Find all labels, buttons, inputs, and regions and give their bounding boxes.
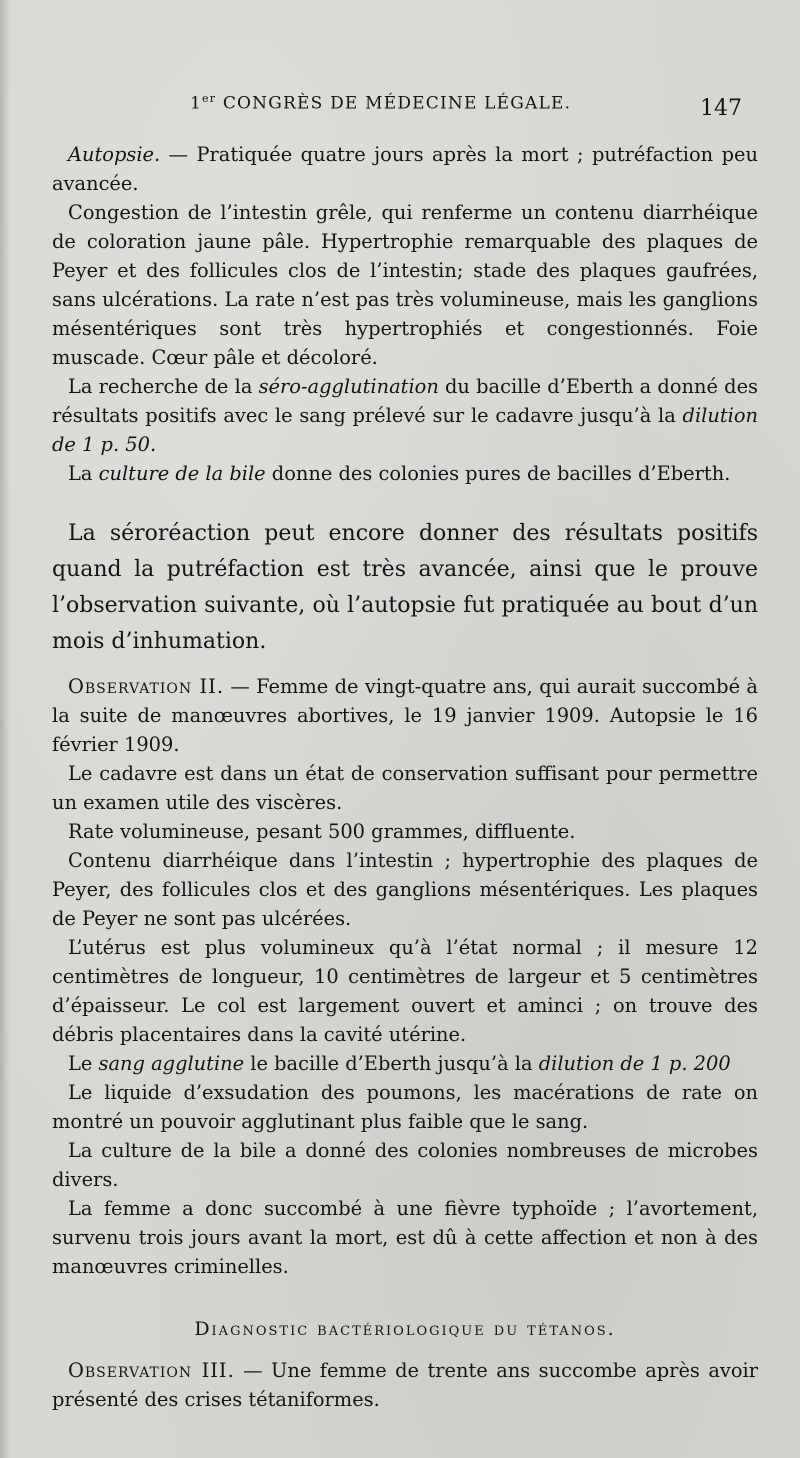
text-run: donne des colonies pures de bacilles d’Eberth. bbox=[265, 462, 731, 485]
header-ordinal: 1 bbox=[190, 93, 203, 114]
exudation-paragraph: Le liquide d’exsudation des poumons, les macérations de rate on montré un pouvoir agglutinant plus faible que le sang. bbox=[52, 1081, 758, 1133]
observation-2-text: — Femme de vingt-quatre ans, qui aurait succombé à la suite de manœuvres abortives, le 19 janvier 1909. Autopsie le 16 février 1909. bbox=[52, 675, 758, 756]
header-title: CONGRÈS DE MÉDECINE LÉGALE. bbox=[222, 93, 572, 114]
bile-culture-paragraph bbox=[52, 459, 758, 488]
italic-term: sang agglutine bbox=[98, 1052, 245, 1075]
spleen-paragraph: Rate volumineuse, pesant 500 grammes, diffluente. bbox=[68, 820, 576, 843]
agglutination-paragraph bbox=[52, 1049, 758, 1078]
observation-3-paragraph bbox=[52, 1356, 758, 1414]
congestion-paragraph: Congestion de l’intestin grêle, qui renferme un contenu diarrhéique de coloration jaune pâle. Hypertrophie remarquable des plaques de Peyer et des follicules clos de l’intestin; stade des plaques gaufrées, sans ulcérations. La rate n’est pas très volumineuse, mais les ganglions mésentériques sont très hypertrophiés et congestionnés. Foie muscade. Cœur pâle et décoloré. bbox=[52, 201, 758, 369]
intestine-paragraph: Contenu diarrhéique dans l’intestin ; hypertrophie des plaques de Peyer, des follicules clos et des ganglions mésentériques. Les plaques de Peyer ne sont pas ulcérées. bbox=[52, 849, 758, 930]
intro-section bbox=[52, 516, 758, 660]
header-ordinal-sup: er bbox=[202, 92, 217, 105]
running-header bbox=[190, 92, 571, 114]
observation-3-label: Observation III. bbox=[68, 1359, 235, 1382]
italic-term: dilution de 1 p. 200 bbox=[538, 1052, 731, 1075]
corpse-state-paragraph: Le cadavre est dans un état de conservation suffisant pour permettre un examen utile des viscères. bbox=[52, 762, 758, 814]
autopsy-text: — Pratiquée quatre jours après la mort ; putréfaction peu avancée. bbox=[52, 143, 758, 195]
autopsy-paragraph bbox=[52, 140, 758, 198]
seroagglutination-paragraph bbox=[52, 372, 758, 459]
text-run: La recherche de la bbox=[68, 375, 259, 398]
italic-term: dilution de 1 p. 50. bbox=[52, 404, 758, 456]
observation-2-paragraph bbox=[52, 672, 758, 759]
observation-2-label: Observation II. bbox=[68, 675, 224, 698]
autopsy-label: Autopsie. bbox=[68, 143, 161, 166]
section-title: Diagnostic bactériologique du tétanos. bbox=[194, 1318, 616, 1340]
text-run: le bacille d’Eberth jusqu’à la bbox=[244, 1052, 539, 1075]
text-run: Le bbox=[68, 1052, 99, 1075]
italic-term: séro-agglutination bbox=[258, 375, 439, 398]
observation-3-section bbox=[52, 1356, 758, 1414]
conclusion-paragraph: La femme a donc succombé à une fièvre typhoïde ; l’avortement, survenu trois jours avant la mort, est dû à cette affection et non à des manœuvres criminelles. bbox=[52, 1197, 758, 1278]
text-run: La bbox=[68, 462, 99, 485]
observation-3-text: — Une femme de trente ans succombe après avoir présenté des crises tétaniformes. bbox=[52, 1359, 758, 1411]
page-number: 147 bbox=[700, 96, 742, 121]
observation-2-section bbox=[52, 672, 758, 1281]
text-run: du bacille d’Eberth a donné des résultats positifs avec le sang prélevé sur le cadavre jusqu’à la bbox=[52, 375, 759, 427]
bile-paragraph: La culture de la bile a donné des colonies nombreuses de microbes divers. bbox=[52, 1139, 758, 1191]
page-gutter-shadow bbox=[0, 0, 10, 1458]
uterus-paragraph: L’utérus est plus volumineux qu’à l’état normal ; il mesure 12 centimètres de longueur, 10 centimètres de largeur et 5 centimètres d’épaisseur. Le col est largement ouvert et aminci ; on trouve des débris placentaires dans la cavité utérine. bbox=[52, 936, 758, 1046]
italic-term: culture de la bile bbox=[98, 462, 266, 485]
autopsy-section bbox=[52, 140, 758, 488]
intro-paragraph: La séroréaction peut encore donner des résultats positifs quand la putréfaction est très avancée, ainsi que le prouve l’observation suivante, où l’autopsie fut pratiquée au bout d’un mois d’inhumation. bbox=[52, 521, 758, 654]
